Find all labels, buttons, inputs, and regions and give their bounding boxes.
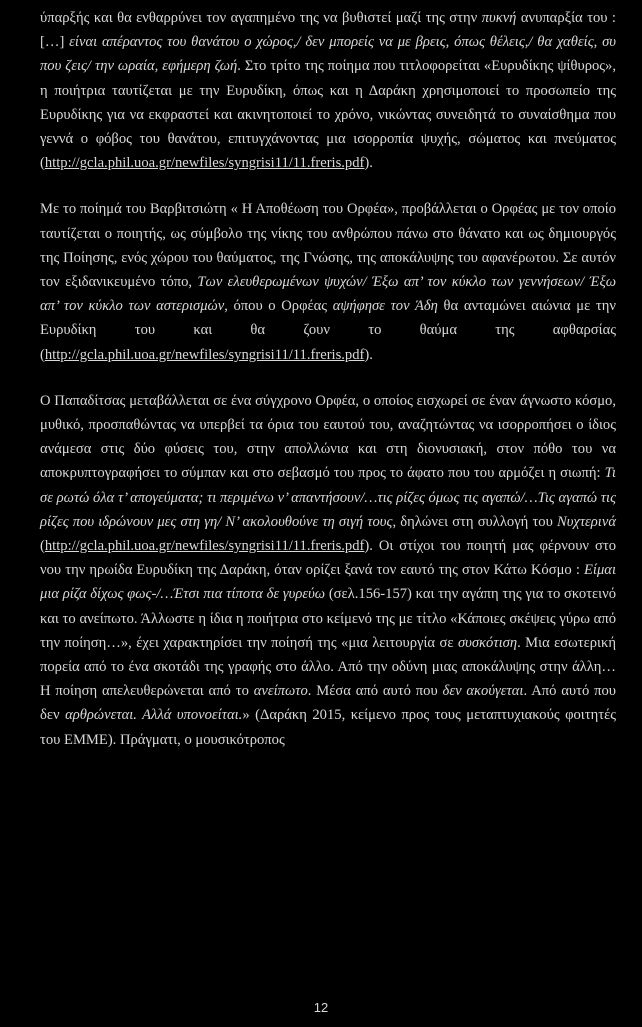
text-run: Με το ποίημά του Βαρβιτσιώτη « Η Αποθέωση του Ορφέα», προβάλλεται ο Ορφέας με τον οποίο ταυτίζεται ο ποιητής, ως σύμβολο της νίκης του ανθρώπου πάνω στο θάνατο και ως δημιουργός της Ποίησης, ενός χώρου του θαύματος, της Γνώσης, της αποκάλυψης του αφανέρωτου. Σε αυτόν τον εξιδανικευμένο τόπο, [40, 201, 616, 291]
text-run: (σελ.156-157) και την αγάπη της για το σκοτεινό και το ανείπωτο. Άλλωστε η ίδια η ποιήτρια στο κείμενό της με τίτλο «Κάποιες σκέψεις γύρω από την ποίηση…», έχει χαρακτηρίσει την ποίησή της «μια λειτουργία σε [40, 586, 616, 651]
reference-link[interactable]: http://gcla.phil.uoa.gr/newfiles/syngrisi11/11.freris.pdf [44, 538, 365, 555]
text-run: » (Δαράκη 2015, κείμενο προς τους μεταπτυχιακούς φοιτητές του ΕΜΜΕ). Πράγματι, ο μουσικότροπος [40, 707, 616, 748]
document-page [40, 6, 616, 752]
text-run: , όπου ο Ορφέας [224, 298, 333, 315]
text-run: . Από αυτό που δεν [40, 683, 617, 724]
italic-quote: είναι απέραντος του θανάτου ο χώρος,/ δεν μπορείς να με βρεις, όπως θέλεις,/ θα χαθείς, συ που ζεις/ την ωραία, εφήμερη ζωή [40, 34, 616, 75]
page-number: 12 [313, 1000, 329, 1015]
text-run: . Μέσα από αυτό που [307, 683, 443, 700]
text-run: ( [40, 538, 45, 555]
reference-link[interactable]: http://gcla.phil.uoa.gr/newfiles/syngrisi11/11.freris.pdf [44, 155, 365, 172]
italic-quote: συσκότιση [457, 634, 518, 651]
text-run: ύπαρξής και θα ενθαρρύνει τον αγαπημένο της να βυθιστεί μαζί της στην [40, 10, 482, 26]
paragraph [40, 197, 616, 366]
paragraph [40, 389, 616, 752]
italic-quote: Τι σε ρωτώ όλα τ’ απογεύματα; τι περιμένω ν’ απαντήσουν/…τις ρίζες όμως τις αγαπώ/…Τις αγαπώ τις ρίζες που ιδρώνουν μες στη γη/ Ν’ ακολουθούνε τη σιγή τους [40, 465, 616, 530]
text-run: . Στο τρίτο της ποίημα που τιτλοφορείται «Ευρυδίκης ψίθυρος», η ποιήτρια ταυτίζεται με την Ευρυδίκη, όπως και η Δαράκη χρησιμοποιεί το προσωπείο της Ευρυδίκης για να εκφραστεί και ακινητοποιεί το χρόνο, νικώντας συνειδητά το συναίσθημα που γεννά ο φόβος του θανάτου, επιτυγχάνοντας μια ισορροπία ψυχής, σώματος και πνεύματος ( [40, 58, 616, 172]
text-run: ). [364, 346, 373, 363]
text-run: ). [364, 155, 373, 172]
italic-quote: πυκνή [481, 10, 517, 26]
body-text [40, 6, 616, 752]
italic-quote: Νυχτερινά [556, 513, 616, 530]
italic-quote: Είμαι μια ρίζα δίχως φως-/…Έτσι πια τίποτα δε γυρεύω [40, 562, 616, 603]
text-run: Ο Παπαδίτσας μεταβάλλεται σε ένα σύγχρονο Ορφέα, ο οποίος εισχωρεί σε έναν άγνωστο κόσμο, μυθικό, προσπαθώντας να υπερβεί τα όρια του εαυτού του, αναζητώντας να ισορροπήσει ο ίδιος ανάμεσα στις δύο φύσεις του, στην απολλώνια και στη διονυσιακή, στον πόθο του να αποκρυπτογραφήσει το σύμπαν και στο σεβασμό του προς το άφατο που του αρμόζει η σιωπή: [40, 392, 616, 482]
italic-quote: αψήφησε τον Άδη [332, 298, 438, 315]
reference-link[interactable]: http://gcla.phil.uoa.gr/newfiles/syngrisi11/11.freris.pdf [44, 346, 365, 363]
text-run: ανυπαρξία του : […] [40, 10, 616, 51]
text-run: . Μια εσωτερική πορεία από το ένα σκοτάδι της γραφής στο άλλο. Από την οδύνη μιας αποκάλυψης στην άλλη… Η ποίηση απελευθερώνεται από το [40, 634, 616, 700]
text-run: θα ανταμώνει αιώνια με την Ευρυδίκη του και θα ζουν το θαύμα της αφθαρσίας ( [40, 298, 616, 363]
paragraph [40, 6, 616, 175]
italic-quote: ανείπωτο [253, 683, 308, 700]
italic-quote: αρθρώνεται. Αλλά υπονοείται. [65, 707, 243, 724]
italic-quote: δεν ακούγεται [442, 683, 524, 700]
italic-quote: Των ελευθερωμένων ψυχών/ Έξω απ’ τον κύκλο των γεννήσεων/ Έξω απ’ τον κύκλο των αστερισμών [40, 274, 617, 315]
text-run: , δηλώνει στη συλλογή του [392, 513, 557, 530]
text-run: ). Οι στίχοι του ποιητή μας φέρνουν στο νου την ηρωίδα Ευρυδίκη της Δαράκη, όταν ορίζει ξανά τον εαυτό της στον Κάτω Κόσμο : [40, 538, 616, 579]
